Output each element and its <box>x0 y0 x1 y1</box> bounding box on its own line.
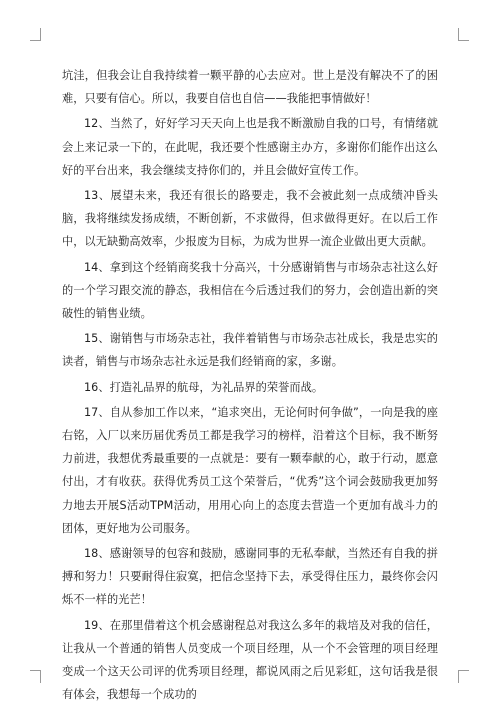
paragraph-12: 12、当然了，好好学习天天向上也是我不断激励自我的口号，有情绪就会上来记录一下的，在此呢，我还要个性感谢主办方，多谢你们能作出这么好的平台出来，我会继续支持你们的，并且会做好宣传工作。 <box>62 117 438 177</box>
paragraph-13: 13、展望未来，我还有很长的路要走，我不会被此刻一点成绩冲昏头脑，我将继续发扬成绩，不断创新，不求做得，但求做得更好。在以后工作中，以无缺勤高效率，少报废为目标，为成为世界一流企业做出更大贡献。 <box>62 189 438 249</box>
crop-mark-top-right <box>458 28 469 41</box>
crop-mark-bottom-right <box>458 670 469 683</box>
paragraph-16: 16、打造礼品界的航母，为礼品界的荣誉而战。 <box>84 380 324 394</box>
document-body <box>62 64 438 708</box>
paragraph-17: 17、自从参加工作以来，“追求突出，无论何时何争做”，一向是我的座右铭，入厂以来历届优秀员工都是我学习的榜样，沿着这个目标，我不断努力前进，我想优秀最重要的一点就是：要有一颗奉献的心，敢于行动，愿意付出，才有收获。获得优秀员工这个荣誉后，“优秀”这个词会鼓励我更加努力地去开展S活动TPM活动，用用心向上的态度去营造一个更加有战斗力的团体，更好地为公司服务。 <box>62 405 438 535</box>
crop-mark-top-left <box>30 28 41 41</box>
paragraph-19: 19、在那里借着这个机会感谢程总对我这么多年的栽培及对我的信任，让我从一个普通的销售人员变成一个项目经理，从一个不会管理的项目经理变成一个这天公司评的优秀项目经理，都说风雨之后见彩虹，这句话我是很有体会，我想每一个成功的 <box>62 618 438 702</box>
paragraph-18: 18、感谢领导的包容和鼓励，感谢同事的无私奉献，当然还有自我的拼搏和努力！只要耐得住寂寞，把信念坚持下去，承受得住压力，最终你会闪烁不一样的光芒！ <box>62 547 438 607</box>
paragraph-14: 14、拿到这个经销商奖我十分高兴，十分感谢销售与市场杂志社这么好的一个学习跟交流的静态，我相信在今后透过我们的努力，会创造出新的突破性的销售业绩。 <box>62 260 438 321</box>
crop-mark-bottom-left <box>30 670 41 683</box>
paragraph-continuation: 坑洼，但我会让自我持续着一颗平静的心去应对。世上是没有解决不了的困难，只要有信心。所以，我要自信也自信——我能把事情做好！ <box>62 69 438 106</box>
paragraph-15: 15、谢销售与市场杂志社，我伴着销售与市场杂志社成长，我是忠实的读者，销售与市场杂志社永远是我们经销商的家，多谢。 <box>62 332 438 369</box>
